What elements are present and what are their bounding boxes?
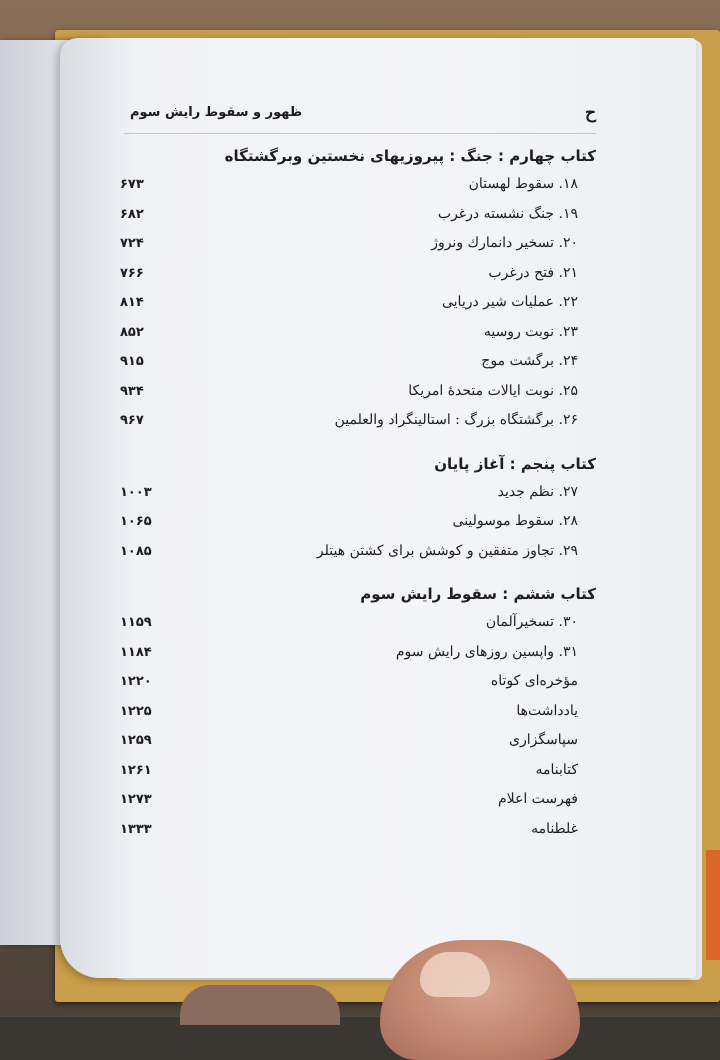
entry-page: ۱۰۶۵	[120, 514, 152, 529]
entry-text: ۲۴. برگشت موج	[481, 353, 578, 369]
table-of-contents	[120, 146, 596, 844]
entry-text: ۲۹. تجاوز متفقین و کوشش برای کشتن هیتلر	[316, 542, 578, 559]
toc-entry	[120, 200, 596, 230]
running-header	[130, 103, 596, 127]
entry-text: ۲۰. تسخیر دانمارك ونروژ	[431, 235, 578, 251]
section-title-book-6: کتاب ششم : سقوط رایش سوم	[360, 585, 596, 603]
entry-text: ۱۹. جنگ نشسته درغرب	[437, 205, 578, 222]
toc-entry	[120, 667, 596, 697]
toc-entry	[120, 785, 596, 815]
toc-entry	[120, 259, 596, 289]
section-title-book-5: کتاب پنجم : آغاز پایان	[434, 454, 596, 473]
entry-text: ۲۳. نوبت روسیه	[483, 323, 578, 340]
toc-entry	[120, 537, 596, 567]
entry-page: ۹۱۵	[120, 354, 144, 369]
page-letter: ح	[585, 103, 596, 123]
toc-entry	[120, 815, 596, 845]
entry-text: مؤخره‌ای کوتاه	[490, 673, 578, 689]
toc-entry	[120, 507, 596, 537]
toc-entry	[120, 638, 596, 668]
toc-entry	[120, 170, 596, 200]
entry-text: ۳۰. تسخیرآلمان	[485, 614, 578, 630]
toc-entry	[120, 288, 596, 318]
book-title: ظهور و سقوط رایش سوم	[130, 105, 303, 120]
toc-entry	[120, 697, 596, 727]
entry-page: ۶۷۳	[120, 177, 144, 192]
entry-page: ۶۸۲	[120, 206, 144, 222]
entry-page: ۷۲۴	[120, 236, 144, 251]
toc-entry	[120, 377, 596, 407]
cover-red-edge	[706, 850, 720, 960]
entry-page: ۱۱۸۴	[120, 644, 152, 660]
entry-page: ۱۰۰۳	[120, 484, 152, 500]
entry-text: فهرست اعلام	[497, 791, 578, 807]
entry-page: ۱۲۵۹	[120, 733, 152, 748]
entry-page: ۸۱۴	[120, 295, 144, 310]
toc-entry	[120, 318, 596, 348]
header-rule	[124, 133, 596, 134]
entry-text: کتابنامه	[535, 761, 578, 778]
entry-text: ۳۱. واپسین روزهای رایش سوم	[395, 643, 578, 660]
entry-page: ۱۰۸۵	[120, 543, 152, 559]
entry-text: ۲۱. فتح درغرب	[488, 264, 578, 281]
toc-entry	[120, 726, 596, 756]
entry-text: ۱۸. سقوط لهستان	[468, 176, 578, 192]
entry-text: ۲۶. برگشتگاه بزرگ : استالینگراد والعلمین	[334, 412, 578, 428]
section-title-book-4: کتاب چهارم : جنگ : پیروزیهای نخستین وبرگشتگاه	[224, 147, 596, 165]
entry-page: ۱۲۲۰	[120, 674, 152, 689]
entry-page: ۷۶۶	[120, 265, 144, 281]
entry-page: ۹۳۴	[120, 383, 144, 399]
toc-entry	[120, 229, 596, 259]
entry-text: سپاسگزاری	[508, 732, 578, 748]
entry-page: ۱۲۷۳	[120, 792, 152, 807]
entry-text: غلطنامه	[531, 820, 578, 837]
toc-entry	[120, 347, 596, 377]
entry-page: ۱۲۲۵	[120, 703, 152, 719]
toc-entry	[120, 756, 596, 786]
toc-entry	[120, 406, 596, 436]
entry-page: ۸۵۲	[120, 324, 144, 340]
entry-text: ۲۵. نوبت ایالات متحدهٔ امریکا	[408, 382, 578, 399]
toc-page	[60, 38, 696, 978]
entry-text: ۲۷. نظم جدید	[497, 483, 578, 500]
toc-entry	[120, 608, 596, 638]
entry-text: یادداشت‌ها	[516, 702, 578, 719]
thumbnail-highlight	[420, 952, 490, 997]
entry-page: ۱۳۳۳	[120, 821, 152, 837]
toc-entry	[120, 478, 596, 508]
entry-page: ۱۲۶۱	[120, 762, 152, 778]
entry-text: ۲۲. عملیات شیر دریایی	[441, 294, 578, 310]
entry-page: ۱۱۵۹	[120, 615, 152, 630]
entry-page: ۹۶۷	[120, 413, 144, 428]
finger	[180, 985, 340, 1025]
entry-text: ۲۸. سقوط موسولینی	[452, 513, 578, 529]
